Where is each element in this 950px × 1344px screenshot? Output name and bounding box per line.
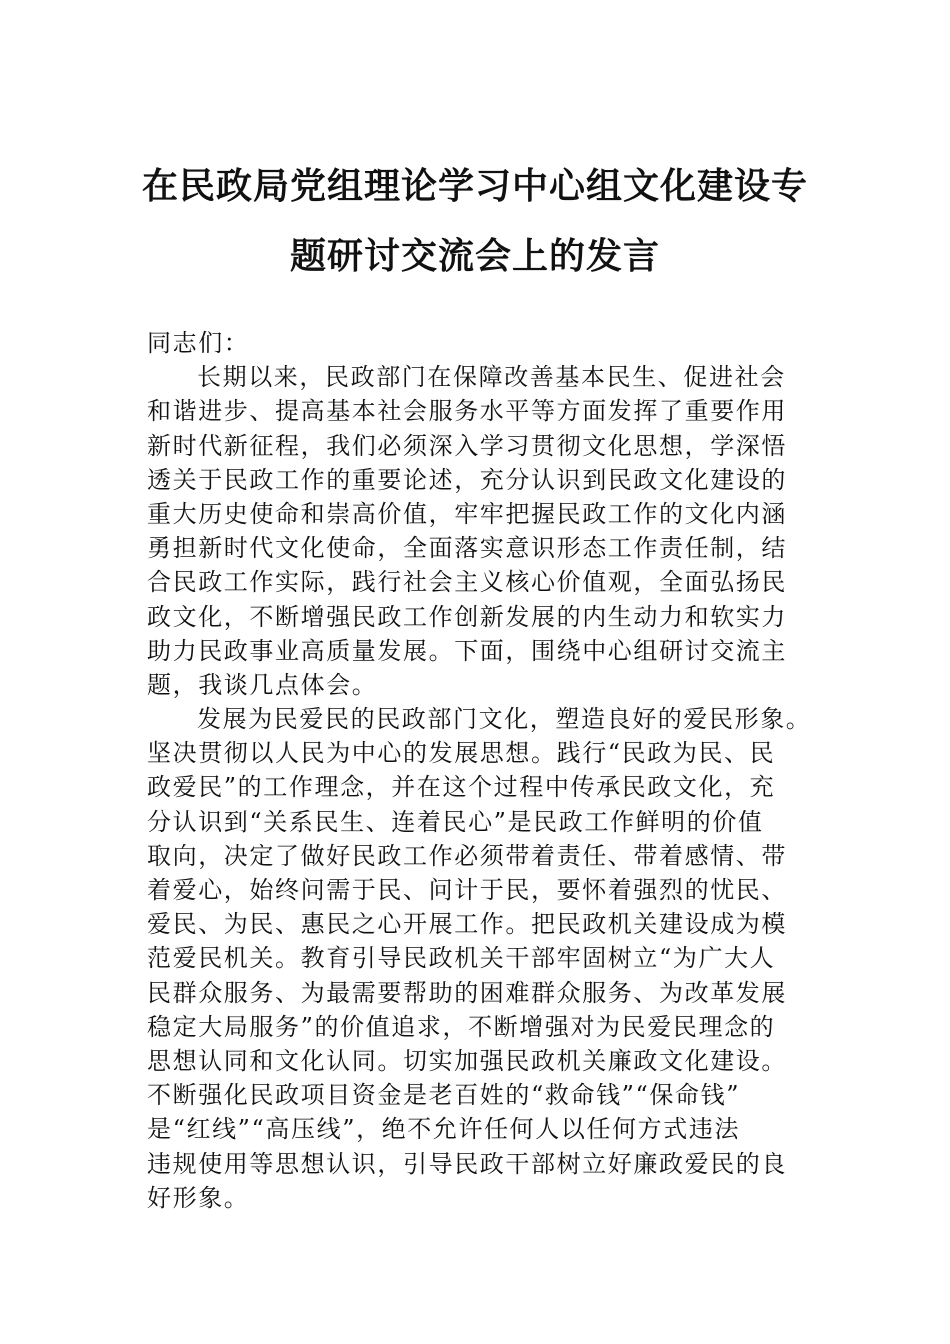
paragraph-line: 重大历史使命和崇高价值，牢牢把握民政工作的文化内涵 xyxy=(147,499,787,528)
paragraph-line: 透关于民政工作的重要论述，充分认识到民政文化建设的 xyxy=(147,465,787,494)
document-body xyxy=(147,326,827,1215)
paragraph-line: 和谐进步、提高基本社会服务水平等方面发挥了重要作用 xyxy=(147,397,787,426)
paragraph-line: 是“红线”“高压线”，绝不允许任何人以任何方式违法 xyxy=(147,1115,741,1144)
paragraph-line: 思想认同和文化认同。切实加强民政机关廉政文化建设。 xyxy=(147,1046,787,1075)
paragraph-line: 取向，决定了做好民政工作必须带着责任、带着感情、带 xyxy=(147,841,787,870)
paragraph-line: 违规使用等思想认识，引导民政干部树立好廉政爱民的良 xyxy=(147,1149,787,1178)
paragraph-line: 新时代新征程，我们必须深入学习贯彻文化思想，学深悟 xyxy=(147,431,787,460)
paragraph-line: 坚决贯彻以人民为中心的发展思想。践行“民政为民、民 xyxy=(147,739,776,768)
document-title-line-1: 在民政局党组理论学习中心组文化建设专 xyxy=(141,165,808,207)
paragraph-2 xyxy=(147,702,827,1215)
paragraph-line: 分认识到“关系民生、连着民心”是民政工作鲜明的价值 xyxy=(147,807,764,836)
paragraph-line: 范爱民机关。教育引导民政机关干部牢固树立“为广大人 xyxy=(147,944,776,973)
paragraph-line: 政文化，不断增强民政工作创新发展的内生动力和软实力 xyxy=(147,602,787,631)
paragraph-line: 题，我谈几点体会。 xyxy=(147,670,378,699)
paragraph-line: 政爱民”的工作理念，并在这个过程中传承民政文化，充 xyxy=(147,773,776,802)
paragraph-line: 长期以来，民政部门在保障改善基本民生、促进社会 xyxy=(197,363,786,392)
paragraph-line: 发展为民爱民的民政部门文化，塑造良好的爱民形象。 xyxy=(197,705,812,734)
paragraph-line: 着爱心，始终问需于民、问计于民，要怀着强烈的忧民、 xyxy=(147,876,787,904)
paragraph-line: 勇担新时代文化使命，全面落实意识形态工作责任制，结 xyxy=(147,534,787,563)
paragraph-line: 助力民政事业高质量发展。下面，围绕中心组研讨交流主 xyxy=(147,636,787,665)
paragraph-line: 好形象。 xyxy=(147,1183,250,1212)
paragraph-1 xyxy=(147,360,827,702)
paragraph-line: 不断强化民政项目资金是老百姓的“救命钱”“保命钱” xyxy=(147,1081,741,1110)
paragraph-line: 民群众服务、为最需要帮助的困难群众服务、为改革发展 xyxy=(147,978,787,1007)
paragraph-line: 合民政工作实际，践行社会主义核心价值观，全面弘扬民 xyxy=(147,568,787,597)
paragraph-line: 爱民、为民、惠民之心开展工作。把民政机关建设成为模 xyxy=(147,910,787,939)
paragraph-line: 稳定大局服务”的价值追求，不断增强对为民爱民理念的 xyxy=(147,1012,776,1041)
salutation: 同志们： xyxy=(147,329,250,357)
document-title-line-2: 题研讨交流会上的发言 xyxy=(289,235,660,277)
